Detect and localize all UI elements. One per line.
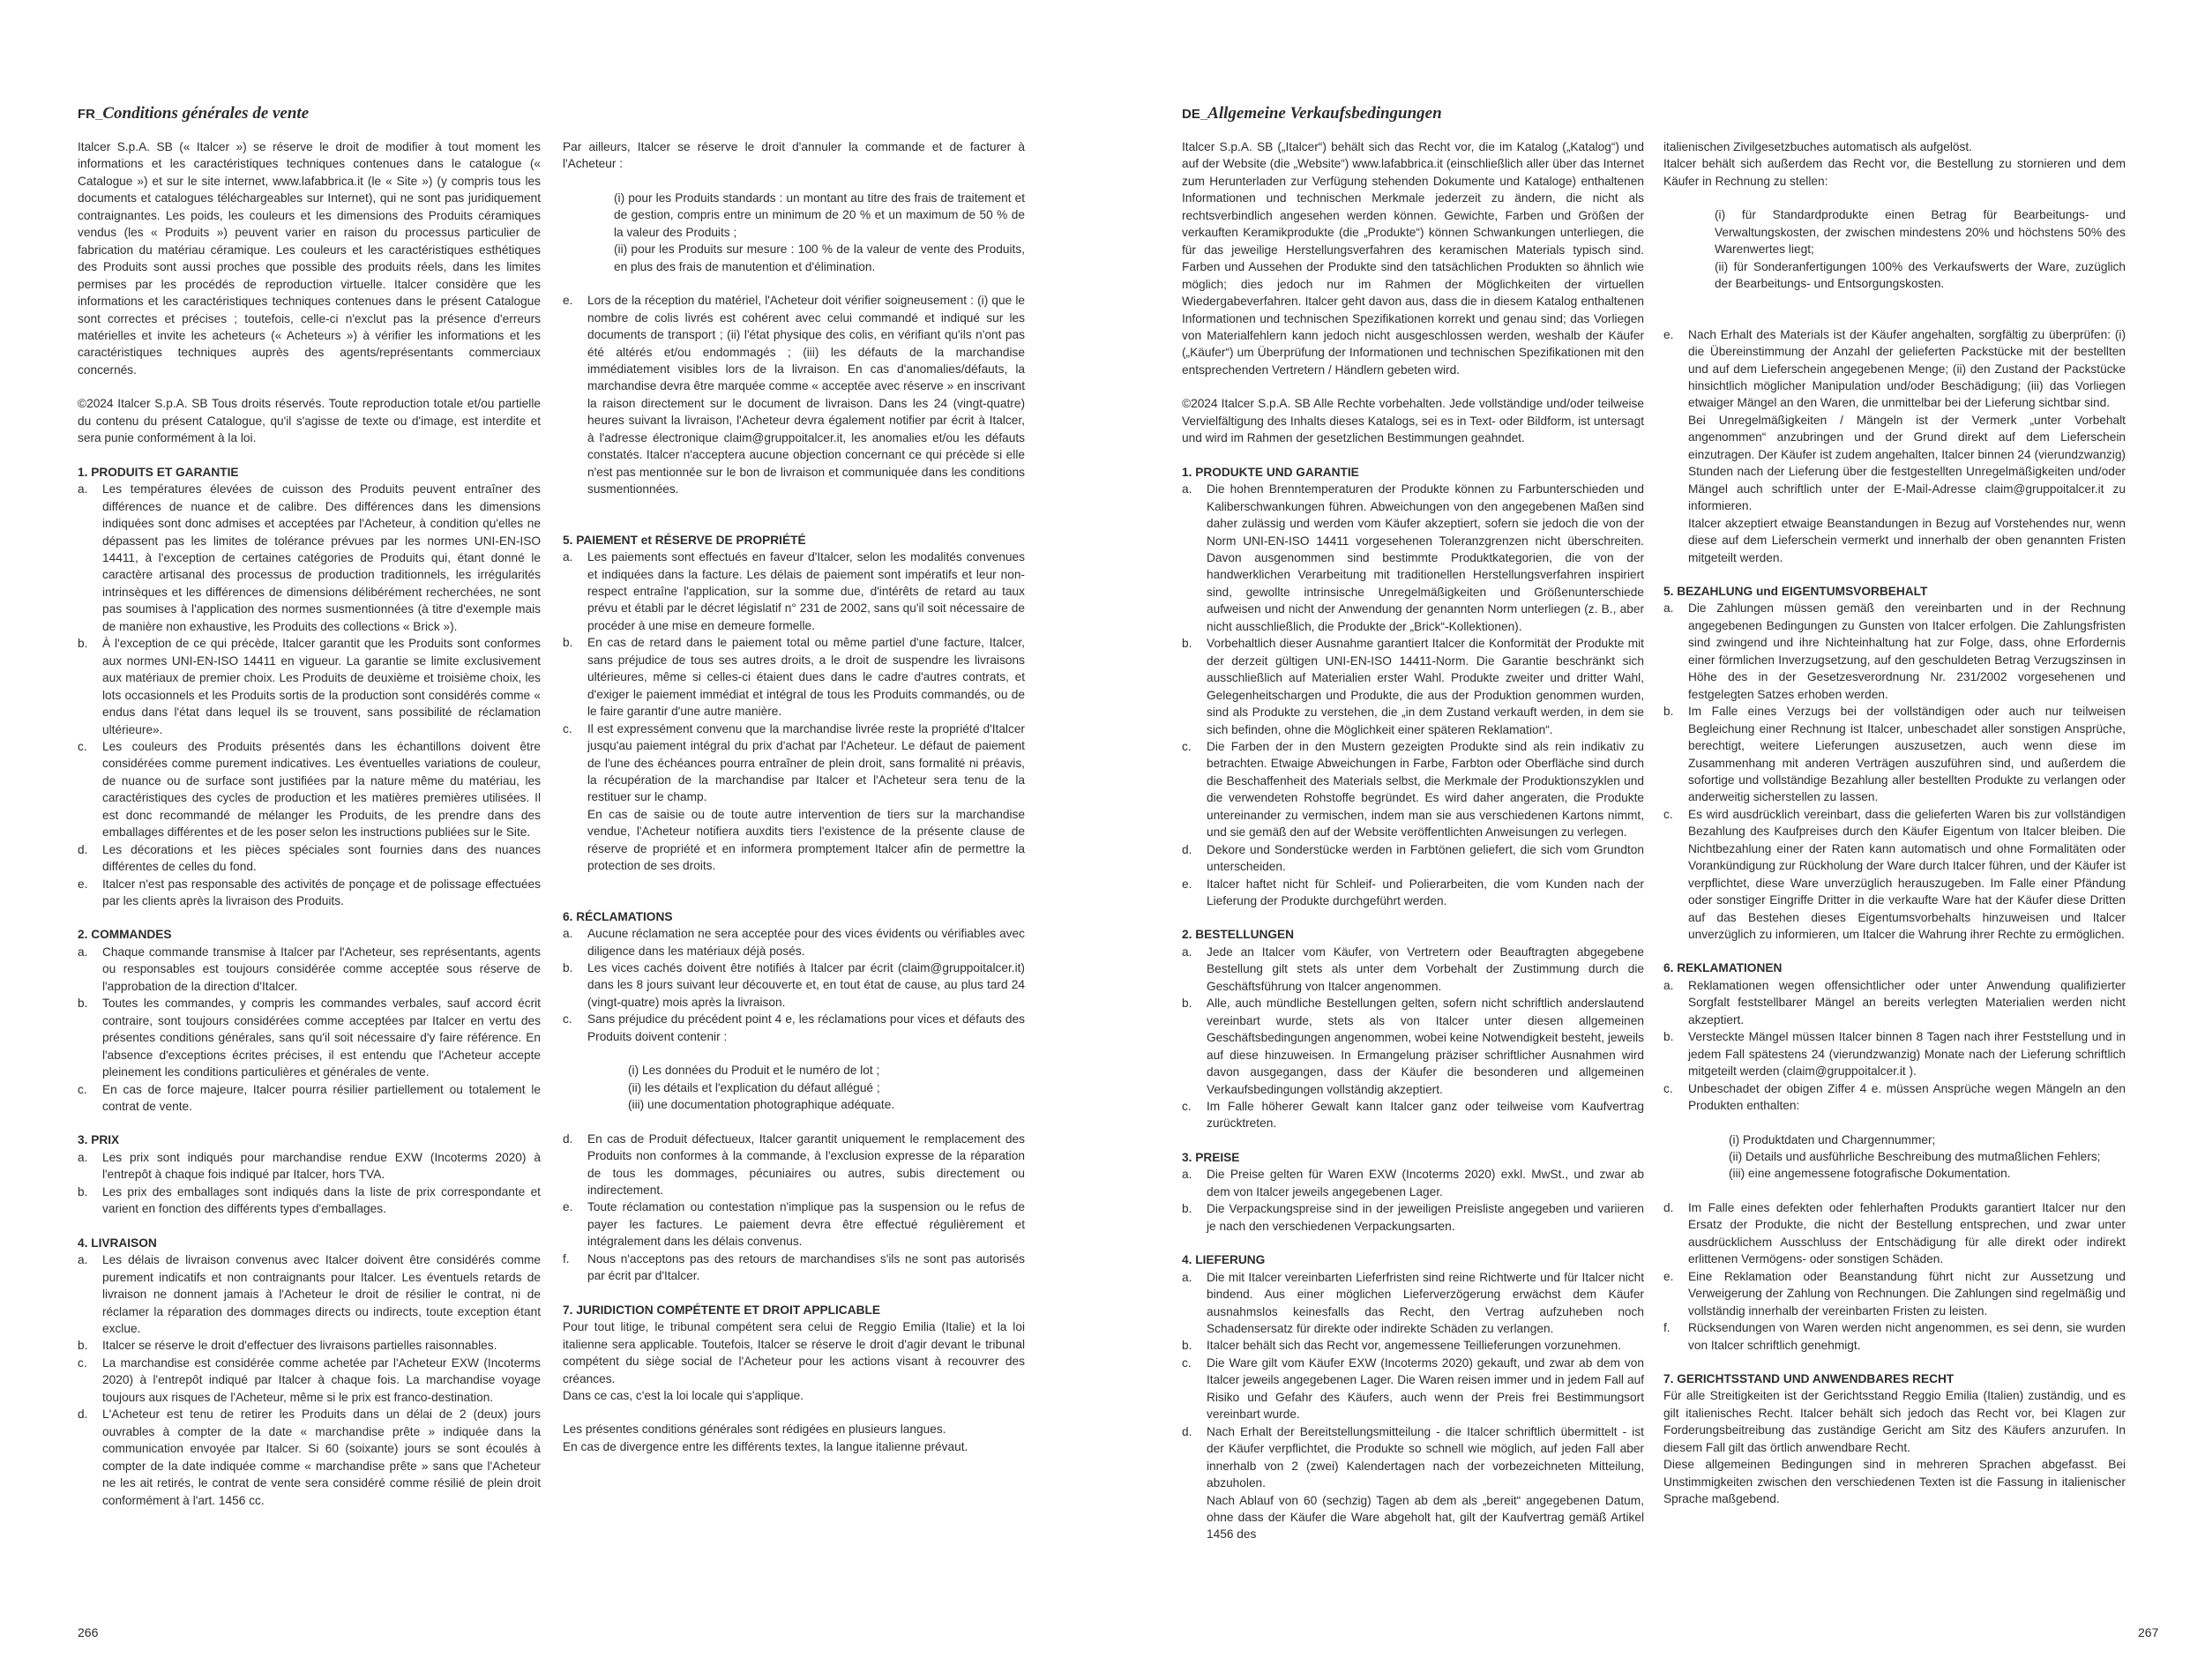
list-item <box>1182 1423 1644 1492</box>
list-item <box>78 1149 541 1183</box>
list-item <box>78 1337 541 1354</box>
de-title <box>1182 103 1442 125</box>
section-heading: 6. REKLAMATIONEN <box>1663 961 1783 975</box>
list-item <box>1663 1199 2126 1268</box>
section-heading: 5. BEZAHLUNG und EIGENTUMSVORBEHALT <box>1663 584 1928 598</box>
list-text: En cas de retard dans le paiement total ou même partiel d'une facture, Italcer, sans préjudice de tous ses autres droits, a le droit de suspendre les livraisons ultérieures, même si celles-ci étaient dues dans le cadre d'autres contrats, et d'exiger le paiement immédiat et intégral de tous les Produits commandés, ou de le faire garantir d'une autre manière. <box>587 636 1025 719</box>
list-item <box>78 944 541 995</box>
list-letter: b. <box>563 961 573 975</box>
fr-title-text: Conditions générales de vente <box>102 104 310 123</box>
list-text: Im Falle höherer Gewalt kann Italcer ganz oder teilweise vom Kaufvertrag zurücktreten. <box>1207 1100 1644 1131</box>
de-cont-ii: (ii) für Sonderanfertigungen 100% des Verkaufswerts der Ware, zuzüglich der Bearbeitungs- und Entsorgungskosten. <box>1715 259 2126 291</box>
list-item <box>563 1131 1025 1199</box>
section-heading: 1. PRODUITS ET GARANTIE <box>78 465 239 479</box>
list-letter: a. <box>78 1150 88 1164</box>
list-letter: a. <box>1663 601 1674 616</box>
list-item <box>563 1251 1025 1285</box>
de-sections <box>1182 464 1644 1543</box>
list-item <box>563 1011 1025 1045</box>
list-letter: c. <box>1182 1100 1192 1114</box>
list-letter: d. <box>1663 1200 1674 1214</box>
list-text: Les prix sont indiqués pour marchandise rendue EXW (Incoterms 2020) à l'entrepôt à chaque fois indiqué par Italcer, hors TVA. <box>102 1150 541 1182</box>
list-item <box>78 1251 541 1337</box>
list-text: Les couleurs des Produits présentés dans les échantillons doivent être considérées comme purement indicatives. Les éventuelles variations de couleur, de nuance ou de surface sont justifiées par la nature même du matériau, les caractéristiques des cycles de production et les matières premières utilisées. Il est donc recommandé de mélanger les Produits, de les prendre dans des emballages différentes et de les poser selon les instructions publiées sur le Site. <box>102 739 541 840</box>
section-heading: 6. RÉCLAMATIONS <box>563 909 673 923</box>
list-text: Les températures élevées de cuisson des Produits peuvent entraîner des différences de nuance et de calibre. Des différences dans les dimensions indiquées sont donc admises et acceptées par l'Acheteur, à condition qu'elles ne dépassent pas les limites de tolérance prévues par les normes UNI-EN-ISO 14411, à l'exception de certaines catégories de Produits qui, étant donné le caractère artisanal des processus de production traditionnels, les irrégularités intrinsèques et les différences de dimensions délibérément recherchées, ne sont pas soumises à l'application des normes susmentionnées (à titre d'exemple mais de manière non exhaustive, les Produits des collections « Brick »). <box>102 482 541 633</box>
page-left-fr <box>0 0 1102 1680</box>
list-letter: e. <box>1182 877 1192 891</box>
list-letter: e. <box>1663 327 1674 341</box>
section-heading: 3. PRIX <box>78 1133 120 1147</box>
list-text: Nach Ablauf von 60 (sechzig) Tagen ab dem als „bereit“ angegebenen Datum, ohne dass der Käufer die Ware abgeholt hat, gilt der Kaufvertrag gemäß Artikel 1456 des <box>1207 1493 1644 1542</box>
list-letter: c. <box>563 1012 572 1027</box>
list-text: Die Farben der in den Mustern gezeigten Produkte sind als rein indikativ zu betrachten. Etwaige Abweichungen in Farbe, Farbton oder Oberfläche sind durch die Beschaffenheit des Materials selbst, die Merkmale der Produktionszyklen und die verwendeten Rohstoffe begründet. Es wird daher angeraten, die Produkte untereinander zu vermischen, indem man sie aus verschiedenen Kartons nimmt, und sie gemäß den auf der Website veröffentlichten Anweisungen zu verlegen. <box>1207 739 1644 840</box>
de-intro: Italcer S.p.A. SB („Italcer“) behält sich das Recht vor, die im Katalog („Katalog“) und auf der Website (die „Website“) www.lafabbrica.it (einschließlich aller über das Internet zum Herunterladen zur Verfügung stehenden Dokumente und Kataloge) enthaltenen Informationen und technischen Merkmale jederzeit zu ändern, die nicht als rechtsverbindlich angesehen werden können. Gewichte, Farben und Größen der verkauften Keramikprodukte (die „Produkte“) können Schwankungen unterliegen, die für das jeweilige Herstellungsverfahren des keramischen Materials typisch sind. Farben und Aussehen der Produkte sind den tatsächlichen Produkten so ähnlich wie möglich; dies jedoch nur im Rahmen der Möglichkeiten der virtuellen Wiedergabeverfahren. Italcer geht davon aus, dass die in diesem Katalog enthaltenen Informationen und technischen Spezifikationen korrekt und genau sind; das Vorliegen von Materialfehlern kann jedoch nicht ausgeschlossen werden, weshalb der Käufer („Käufer“) um Überprüfung der Informationen und technischen Spezifikationen mit den entsprechenden Vertretern / Händlern gebeten wird. <box>1182 140 1644 377</box>
section-heading: 5. PAIEMENT et RÉSERVE DE PROPRIÉTÉ <box>563 533 806 547</box>
list-text: Alle, auch mündliche Bestellungen gelten, sofern nicht schriftlich anderslautend vereinbart wurde, stets als von Italcer unter diesen allgemeinen Geschäftsbedingungen angenommen, wobei keine Notwendigkeit besteht, jeweils auf diese hinzuweisen. In Ermangelung präziser schriftlicher Ausnahmen wird davon ausgegangen, dass der Käufer die besonderen und allgemeinen Verkaufsbedingungen vollständig akzeptiert. <box>1207 997 1644 1096</box>
list-item <box>563 925 1025 959</box>
list-text: Dekore und Sonderstücke werden in Farbtönen geliefert, die sich vom Grundton unterscheiden. <box>1207 842 1644 874</box>
list-text: Versteckte Mängel müssen Italcer binnen 8 Tagen nach ihrer Feststellung und in jedem Fall spätestens 24 (vierundzwanzig) Monate nach der Lieferung schriftlich mitgeteilt werden (claim@gruppoitalcer.it ). <box>1688 1030 2126 1079</box>
list-letter: f. <box>1663 1321 1671 1335</box>
list-text: Lors de la réception du matériel, l'Acheteur doit vérifier soigneusement : (i) que le nombre de colis livrés est cohérent avec celui commandé et indiqué sur les documents de transport ; (ii) l'état physique des colis, en vérifiant qu'ils n'ont pas été altérés et/ou endommagés ; (iii) les défauts de la marchandise immédiatement visibles lors de la livraison. En cas d'anomalies/défauts, la marchandise devra être marquée comme « acceptée avec réserve » en inscrivant la raison directement sur le document de livraison. Dans les 24 (vingt-quatre) heures suivant la livraison, l'Acheteur devra également notifier par écrit à Italcer, à l'adresse électronique claim@gruppoitalcer.it, les anomalies et/ou les défauts constatés. Italcer n'acceptera aucune objection concernant ce qui précède si elle n'est pas mentionnée sur le bon de livraison et communiquée dans les conditions susmentionnées. <box>587 294 1025 497</box>
list-letter: a. <box>1182 482 1192 497</box>
list-item <box>1182 1337 1644 1354</box>
list-text: Les vices cachés doivent être notifiés à Italcer par écrit (claim@gruppoitalcer.it) dans les 8 jours suivant leur découverte et, en tout état de cause, au plus tard 24 (vingt-quatre) mois après la livraison. <box>587 961 1025 1009</box>
de-section-7 <box>1663 1370 2126 1508</box>
section-block <box>78 1131 541 1217</box>
fr-copyright: ©2024 Italcer S.p.A. SB Tous droits réservés. Toute reproduction totale et/ou partielle du contenu du présent Catalogue, qu'il s'agisse de texte ou d'image, est interdite et sera punie conformément à la loi. <box>78 397 541 445</box>
section-heading: 2. BESTELLUNGEN <box>1182 928 1295 942</box>
list-item <box>1663 1080 2126 1115</box>
list-letter: c. <box>1663 807 1673 821</box>
list-letter: a. <box>563 927 573 941</box>
list-text: Die Zahlungen müssen gemäß den vereinbarten und in der Rechnung angegebenen Bedingungen zu Gunsten von Italcer erfolgen. Die Zahlungsfristen sind zwingend und ihre Nichteinhaltung hat zur Folge, dass, ohne Erfordernis einer förmlichen Inverzugsetzung, auf den geschuldeten Betrag Verzugszinsen in Höhe des in der Gesetzesverordnung Nr. 231/2002 vorgesehenen und festgelegten Satzes erhoben werden. <box>1688 601 2126 701</box>
fr-section-7 <box>563 1302 1025 1456</box>
de-4e-text-3: Italcer akzeptiert etwaige Beanstandungen in Bezug auf Vorstehendes nur, wenn diese auf dem Lieferschein vermerkt und innerhalb der oben genannten Fristen mitgeteilt werden. <box>1688 516 2126 564</box>
fr-closing-2: En cas de divergence entre les différents textes, la langue italienne prévaut. <box>563 1439 968 1453</box>
list-letter: a. <box>78 482 88 497</box>
list-text: En cas de saisie ou de toute autre intervention de tiers sur la marchandise vendue, l'Acheteur notifiera auxdits tiers l'existence de la présente clause de réserve de propriété et en informera promptement Italcer afin de permettre la protection de ses droits. <box>587 807 1025 873</box>
fr-cont-list <box>563 190 1025 275</box>
section-heading: 3. PREISE <box>1182 1150 1240 1164</box>
list-item <box>1663 1319 2126 1354</box>
list-text: La marchandise est considérée comme achetée par l'Acheteur EXW (Incoterms 2020) à l'entrepôt indiqué par Italcer à chaque fois. La marchandise voyage toujours aux risques de l'Acheteur, même si le prix est franco-destination. <box>102 1355 541 1404</box>
section-heading: 7. GERICHTSSTAND UND ANWENDBARES RECHT <box>1663 1372 1955 1385</box>
section-block <box>563 532 1025 875</box>
list-letter: d. <box>563 1131 573 1146</box>
sub-list-item: (i) Produktdaten und Chargennummer; <box>1729 1132 1936 1146</box>
section-block <box>1663 583 2126 944</box>
section-block <box>78 464 541 910</box>
list-letter: b. <box>78 637 88 651</box>
list-item <box>78 876 541 910</box>
list-item <box>1182 1200 1644 1235</box>
list-item <box>78 995 541 1080</box>
list-item <box>1663 1268 2126 1319</box>
list-text: Rücksendungen von Waren werden nicht angenommen, es sei denn, sie wurden von Italcer schriftlich genehmigt. <box>1688 1321 2126 1352</box>
list-item <box>1663 600 2126 703</box>
list-text: Vorbehaltlich dieser Ausnahme garantiert Italcer die Konformität der Produkte mit der derzeit gültigen UNI-EN-ISO 14411-Norm. Die Garantie beschränkt sich ausschließlich auf Materialien erster Wahl. Produkte zweiter und dritter Wahl, Gelegenheitschargen und Produkte, die aus der Produktion genommen wurden, sind als Produkte zu verstehen, die „in dem Zustand verkauft werden, in dem sie sich befinden, ohne die Möglichkeit einer späteren Reklamation“. <box>1207 637 1644 736</box>
list-item <box>1182 1492 1644 1543</box>
list-text: Die Verpackungspreise sind in der jeweiligen Preisliste angegeben und variieren je nach den verschiedenen Verpackungsarten. <box>1207 1202 1644 1233</box>
list-letter: d. <box>1182 842 1192 856</box>
list-letter: b. <box>1182 1339 1192 1353</box>
de-closing: Diese allgemeinen Bedingungen sind in mehreren Sprachen abgefasst. Bei Unstimmigkeiten zwischen den verschiedenen Texten ist die Fassung in italienischer Sprache maßgebend. <box>1663 1458 2126 1506</box>
list-letter: c. <box>78 1355 87 1370</box>
section-block <box>1182 926 1644 1131</box>
fr-sections <box>78 464 541 1509</box>
list-text: En cas de force majeure, Italcer pourra résilier partiellement ou totalement le contrat de vente. <box>102 1082 541 1114</box>
list-text: Es wird ausdrücklich vereinbart, dass die gelieferten Waren bis zur vollständigen Bezahlung des Kaufpreises durch den Käufer Eigentum von Italcer bleiben. Die Nichtbezahlung einer der Raten kann automatisch und ohne Formalitäten oder Vorankündigung zur Rückholung der Ware durch Italcer führen, und der Käufer ist verpflichtet, diese Ware unverzüglich herauszugeben. Im Falle einer Pfändung oder sonstiger Eingriffe Dritter in die verkaufte Ware hat der Käufer diese Dritten auf das Bestehen dieses Eigentumsvorbehalts hinzuweisen und Italcer unverzüglich zu informieren, um Italcer die Wahrung ihrer Rechte zu ermöglichen. <box>1688 807 2126 942</box>
list-item <box>1182 1166 1644 1200</box>
de-cont-i: (i) für Standardprodukte einen Betrag für Bearbeitungs- und Verwaltungskosten, der zwischen mindestens 20% und höchstens 50% des Warenwertes liegt; <box>1715 208 2126 257</box>
section-block <box>78 1235 541 1509</box>
list-letter <box>563 806 587 875</box>
fr-sec7-text2: Dans ce cas, c'est la loi locale qui s'applique. <box>563 1389 804 1402</box>
list-letter: c. <box>1182 739 1192 753</box>
list-letter: d. <box>1182 1424 1192 1438</box>
fr-cont-ii: (ii) pour les Produits sur mesure : 100 % de la valeur de vente des Produits, en plus des frais de manutention et d'élimination. <box>614 243 1025 273</box>
list-text: Die Preise gelten für Waren EXW (Incoterms 2020) exkl. MwSt., und zwar ab dem von Italcer jeweils angegebenen Lager. <box>1207 1168 1644 1198</box>
section-heading: 4. LIEFERUNG <box>1182 1253 1266 1267</box>
page-number-left: 266 <box>78 1625 99 1639</box>
sub-list-item: (ii) Details und ausführliche Beschreibung des mutmaßlichen Fehlers; <box>1729 1150 2101 1164</box>
section-block <box>1182 1251 1644 1543</box>
list-text: Reklamationen wegen offensichtlicher oder unter Anwendung qualifizierter Sorgfalt feststellbarer Mängel an bereits verlegten Materialien werden nicht akzeptiert. <box>1688 978 2126 1027</box>
list-text: Italcer se réserve le droit d'effectuer des livraisons partielles raisonnables. <box>102 1339 497 1353</box>
list-text: Die mit Italcer vereinbarten Lieferfristen sind reine Richtwerte und für Italcer nicht bindend. Aus einer möglichen Lieferverzögerung erwächst dem Käufer ausnahmslos keinesfalls das Recht, den Vertrag aufzuheben noch Schadensersatz für direkte oder indirekte Schäden zu verlangen. <box>1207 1270 1644 1335</box>
fr-column-2 <box>563 138 1025 1455</box>
section-block <box>1182 464 1644 910</box>
list-text: L'Acheteur est tenu de retirer les Produits dans un délai de 2 (deux) jours ouvrables à compter de la date « marchandise prête » indiquée dans la communication envoyée par Italcer. Si 60 (soixante) jours se sont écoulés à compter de la date indiquée comme « marchandise prête » sans que l'Acheteur ne les ait retirés, le contrat de vente sera considéré comme résilié de plein droit conformément à l'art. 1456 cc. <box>102 1407 541 1507</box>
list-item <box>563 959 1025 1011</box>
list-text <box>1688 326 2126 566</box>
de-title-text: Allgemeine Verkaufsbedingungen <box>1207 104 1442 123</box>
list-text: Sans préjudice du précédent point 4 e, les réclamations pour vices et défauts des Produits doivent contenir : <box>587 1012 1025 1043</box>
list-item <box>1182 635 1644 738</box>
list-letter: b. <box>78 1184 88 1198</box>
list-text: Die hohen Brenntemperaturen der Produkte können zu Farbunterschieden und Kaliberschwankungen führen. Abweichungen von den angegebenen Maßen sind daher zulässig und werden vom Käufer akzeptiert, sofern sie jedoch die von der Norm UNI-EN-ISO 14411 vorgesehenen Toleranzgrenzen nicht überschreiten. Davon ausgenommen sind bestimmte Produktkategorien, die von der handwerklichen Verarbeitung mit traditionellen Herstellungsverfahren inspiriert sind, gewollte intrinsische Unregelmäßigkeiten und Größenunterschiede aufweisen und nicht der Anwendung der genannten Norm unterliegen (z. B., aber nicht ausschließlich, die Produkte der „Brick“-Kollektionen). <box>1207 482 1644 633</box>
list-text: En cas de Produit défectueux, Italcer garantit uniquement le remplacement des Produits non conformes à la commande, à l'exclusion expresse de la réparation de tous les dommages, pécuniaires ou autres, subis directement ou indirectement. <box>587 1131 1025 1198</box>
list-letter: b. <box>1182 997 1192 1011</box>
list-letter: f. <box>563 1251 570 1266</box>
de-cont-list <box>1663 206 2126 292</box>
de-copyright: ©2024 Italcer S.p.A. SB Alle Rechte vorbehalten. Jede vollständige und/oder teilweise Vervielfältigung des Inhalts dieses Katalogs, sei es in Text- oder Bildform, ist untersagt und wird im Rahmen der gesetzlichen Bestimmungen geahndet. <box>1182 397 1644 445</box>
list-letter: c. <box>78 739 87 753</box>
list-letter: e. <box>563 1200 573 1214</box>
sub-list-item: (ii) les détails et l'explication du défaut allégué ; <box>628 1080 880 1094</box>
sub-list-item: (i) Les données du Produit et le numéro de lot ; <box>628 1064 880 1078</box>
list-letter: b. <box>1182 637 1192 651</box>
de-column-2 <box>1663 138 2126 1508</box>
list-text: Les décorations et les pièces spéciales sont fournies dans des nuances différentes de celles du fond. <box>102 842 541 874</box>
list-item <box>1663 806 2126 944</box>
list-letter: c. <box>1182 1355 1192 1370</box>
list-item <box>563 634 1025 720</box>
fr-item-4e <box>563 292 1025 497</box>
de-4e-text-2: Bei Unregelmäßigkeiten / Mängeln ist der Vermerk „unter Vorbehalt angenommen“ anzubringen und der Grund direkt auf dem Lieferschein einzutragen. Der Käufer ist zudem angehalten, Italcer binnen 24 (vierundzwanzig) Stunden nach der Lieferung über die festgestellten Unregelmäßigkeiten und/oder Mängel auch schriftlich unter der E-Mail-Adresse claim@gruppoitalcer.it zu informieren. <box>1688 413 2126 513</box>
list-text: Il est expressément convenu que la marchandise livrée reste la propriété d'Italcer jusqu'au paiement intégral du prix d'achat par l'Acheteur. Le défaut de paiement de l'une des échéances pourra entraîner de plein droit, sans formalité ni préavis, la récupération de la marchandise par Italcer et l'Acheteur sera tenu de la restituer sur le champ. <box>587 721 1025 804</box>
list-text: Die Ware gilt vom Käufer EXW (Incoterms 2020) gekauft, und zwar ab dem von Italcer jeweils angegebenen Lager. Die Waren reisen immer und in jedem Fall auf Risiko und Gefahr des Käufers, auch wenn der Preis frei Bestimmungsort vereinbart wurde. <box>1207 1355 1644 1422</box>
list-text: Aucune réclamation ne sera acceptée pour des vices évidents ou vérifiables avec diligence dans les matériaux déjà posés. <box>587 927 1025 958</box>
list-text: Italcer behält sich das Recht vor, angemessene Teillieferungen vorzunehmen. <box>1207 1339 1621 1353</box>
list-letter: a. <box>1663 978 1674 992</box>
list-text: Les paiements sont effectués en faveur d'Italcer, selon les modalités convenues et indiquées dans la facture. Les délais de paiement sont impératifs et leur non-respect entraîne l'application, sur la somme due, d'intérêts de retard au taux prévu et établi par le décret législatif n° 231 de 2002, sans qu'il soit nécessaire de procéder à une mise en demeure formelle. <box>587 550 1025 632</box>
page-right-de <box>1102 0 2205 1680</box>
list-item <box>1182 995 1644 1098</box>
fr-cont-i: (i) pour les Produits standards : un montant au titre des frais de traitement et de gestion, compris entre un minimum de 20 % et un maximum de 50 % de la valeur des Produits ; <box>614 190 1025 239</box>
list-letter: c. <box>563 721 572 735</box>
list-item <box>78 481 541 635</box>
list-item <box>1663 703 2126 806</box>
list-letter: b. <box>1182 1202 1192 1216</box>
de-cont-1: italienischen Zivilgesetzbuches automatisch als aufgelöst. <box>1663 140 1972 153</box>
list-letter: d. <box>78 1407 88 1422</box>
sub-list <box>1663 1131 2126 1183</box>
list-text: Toutes les commandes, y compris les commandes verbales, sauf accord écrit contraire, sont toujours considérées comme acceptées par Italcer en vertu des présentes conditions générales, sans qu'il soit nécessaire d'y faire référence. En l'absence d'exceptions écrites précises, il est entendu que l'Acheteur accepte pleinement les conditions particulières et générales de vente. <box>102 997 541 1079</box>
section-block <box>1663 959 2126 1354</box>
section-heading: 4. LIVRAISON <box>78 1236 157 1250</box>
list-text: Les délais de livraison convenus avec Italcer doivent être considérés comme purement indicatifs et non contraignants pour Italcer. Les éventuels retards de livraison ne donnent jamais à l'Acheteur le droit de résilier le contrat, ni de réclamer la réparation des dommages directs ou indirects, toute exception étant exclue. <box>102 1253 541 1335</box>
fr-column-1 <box>78 138 541 1509</box>
list-letter: e. <box>1663 1269 1674 1283</box>
list-letter: a. <box>563 550 573 564</box>
list-item <box>1182 876 1644 910</box>
list-item <box>78 841 541 876</box>
list-item <box>1182 738 1644 841</box>
section-heading: 7. JURIDICTION COMPÉTENTE ET DROIT APPLICABLE <box>563 1303 880 1317</box>
list-letter <box>1182 1492 1207 1543</box>
list-text: Italcer haftet nicht für Schleif- und Polierarbeiten, die vom Kunden nach der Lieferung der Produkte durchgeführt werden. <box>1207 877 1644 908</box>
list-letter: c. <box>78 1082 87 1096</box>
de-section-5 <box>1663 583 2126 944</box>
list-item <box>1182 1355 1644 1423</box>
list-text: Les prix des emballages sont indiqués dans la liste de prix correspondante et varient en fonction des différents types d'emballages. <box>102 1184 541 1216</box>
fr-intro: Italcer S.p.A. SB (« Italcer ») se réserve le droit de modifier à tout moment les informations et les caractéristiques techniques contenues dans le catalogue (« Catalogue ») et sur le site internet, www.lafabbrica.it (le « Site ») (y compris tous les documents et catalogues téléchargeables sur Internet), qui ne sont pas juridiquement contraignantes. Les poids, les couleurs et les dimensions des Produits céramiques vendus (les « Produits ») peuvent varier en raison du processus particulier de fabrication du matériau céramique. Les couleurs et les caractéristiques esthétiques des Produits sont aussi proches que possible des produits réels, dans les limites permises par les procédés de reproduction virtuelle. Italcer considère que les informations et les caractéristiques techniques contenues dans le présent Catalogue sont correctes et précises ; toutefois, celle-ci n'exclut pas la présence d'erreurs matérielles et invite les acheteurs (« Acheteurs ») à vérifier les informations et les caractéristiques techniques auprès des agents/représentants commerciaux concernés. <box>78 140 541 377</box>
de-sec7-text: Für alle Streitigkeiten ist der Gerichtsstand Reggio Emilia (Italien) zuständig, und es gilt italienisches Recht. Italcer behält sich jedoch das Recht vor, bei Klagen zur Forderungsbeitreibung das zuständige Gericht am Sitz des Käufers anzurufen. In diesem Fall gilt das örtlich anwendbare Recht. <box>1663 1389 2126 1454</box>
list-item <box>78 738 541 841</box>
fr-cont-intro: Par ailleurs, Italcer se réserve le droit d'annuler la commande et de facturer à l'Acheteur : <box>563 140 1025 171</box>
list-text: Toute réclamation ou contestation n'implique pas la suspension ou le refus de payer les factures. Le paiement devra être effectué régulièrement et intégralement dans les délais convenus. <box>587 1200 1025 1249</box>
list-letter: b. <box>78 997 88 1011</box>
list-letter: e. <box>563 294 573 308</box>
section-block <box>78 926 541 1115</box>
de-section-6 <box>1663 959 2126 1354</box>
sub-list-item: (iii) une documentation photographique adéquate. <box>628 1098 895 1112</box>
fr-closing-1: Les présentes conditions générales sont rédigées en plusieurs langues. <box>563 1422 946 1437</box>
list-text: Nous n'acceptons pas des retours de marchandises s'ils ne sont pas autorisés par écrit par d'Italcer. <box>587 1251 1025 1283</box>
de-column-1 <box>1182 138 1644 1543</box>
fr-title <box>78 103 309 125</box>
sub-list <box>563 1062 1025 1113</box>
list-item <box>78 1183 541 1218</box>
list-letter: c. <box>1663 1081 1673 1095</box>
list-item <box>1663 977 2126 1028</box>
list-text: Jede an Italcer vom Käufer, von Vertretern oder Beauftragten abgegebene Bestellung gilt stets als unter dem Vorbehalt der Zustimmung durch die Geschäftsführung von Italcer angenommen. <box>1207 945 1644 993</box>
list-item <box>78 1081 541 1116</box>
fr-section-5 <box>563 532 1025 875</box>
section-block <box>563 908 1025 1285</box>
list-letter: b. <box>563 636 573 650</box>
section-block <box>1182 1149 1644 1235</box>
list-letter: b. <box>1663 705 1674 719</box>
list-text: Im Falle eines defekten oder fehlerhaften Produkts garantiert Italcer nur den Ersatz der Produkte, die nicht der Bestellung entsprechen, und zwar unter ausdrücklichem Ausschluss der Entschädigung für alle direkt oder indirekt erlittenen Vermögens- oder sonstigen Schäden. <box>1688 1200 2126 1266</box>
list-item <box>1182 944 1644 995</box>
list-item <box>563 1198 1025 1250</box>
list-letter: d. <box>78 842 88 856</box>
fr-sec7-text: Pour tout litige, le tribunal compétent sera celui de Reggio Emilia (Italie) et la loi italienne sera applicable. Toutefois, Italcer se réserve le droit d'agir devant le tribunal compétent du siège social de l'Acheteur pour les actions visant à recouvrer des créances. <box>563 1320 1025 1385</box>
list-letter: e. <box>78 877 88 891</box>
list-letter: b. <box>1663 1030 1674 1044</box>
fr-section-6 <box>563 908 1025 1285</box>
page-number-right: 267 <box>2138 1625 2159 1639</box>
list-letter: a. <box>1182 945 1192 959</box>
list-item <box>1182 1098 1644 1132</box>
de-item-4e <box>1663 326 2126 566</box>
fr-title-prefix: FR_ <box>78 107 103 122</box>
de-4e-text: Nach Erhalt des Materials ist der Käufer angehalten, sorgfältig zu überprüfen: (i) die Übereinstimmung der Anzahl der gelieferten Packstücke mit der bestellten und auf dem Lieferschein angegebenen Menge; (ii) den Zustand der Packstücke hinsichtlich möglicher Manipulation und/oder Beschädigung; (iii) das Vorliegen etwaiger Mängel an den Waren, die unmittelbar bei der Lieferung sichtbar sind. <box>1688 327 2126 410</box>
list-item <box>563 721 1025 806</box>
list-item <box>1182 841 1644 876</box>
list-item <box>563 806 1025 875</box>
de-title-prefix: DE_ <box>1182 107 1208 122</box>
list-letter: b. <box>78 1339 88 1353</box>
list-text: Nach Erhalt der Bereitstellungsmitteilung - die Italcer schriftlich übermittelt - ist der Käufer verpflichtet, die Produkte so schnell wie möglich, auf jeden Fall aber innerhalb von 2 (zwei) Kalendertagen nach der vorbezeichneten Mitteilung, abzuholen. <box>1207 1424 1644 1490</box>
list-item <box>1182 481 1644 635</box>
list-text: Unbeschadet der obigen Ziffer 4 e. müssen Ansprüche wegen Mängeln an den Produkten enthalten: <box>1688 1081 2126 1113</box>
section-heading: 2. COMMANDES <box>78 928 172 942</box>
list-text: Chaque commande transmise à Italcer par l'Acheteur, ses représentants, agents ou responsables est toujours considérée comme acceptée sous réserve de l'approbation de la direction d'Italcer. <box>102 945 541 993</box>
list-text: Eine Reklamation oder Beanstandung führt nicht zur Aussetzung und Verweigerung der Zahlung von Rechnungen. Die Zahlungen sind regelmäßig und vollständig innerhalb der vereinbarten Fristen zu leisten. <box>1688 1269 2126 1318</box>
list-item <box>78 1406 541 1509</box>
list-item <box>78 1355 541 1406</box>
de-cont-2: Italcer behält sich außerdem das Recht vor, die Bestellung zu stornieren und dem Käufer in Rechnung zu stellen: <box>1663 157 2126 188</box>
list-text: Im Falle eines Verzugs bei der vollständigen oder auch nur teilweisen Begleichung einer Rechnung ist Italcer, unbeschadet aller sonstigen Ansprüche, berechtigt, weitere Lieferungen auszusetzen, auch wenn diese im Zusammenhang mit anderen Verträgen auszuführen sind, und außerdem die sofortige und vollständige Bezahlung aller bestellten Produkte zu verlangen oder anderweitig sicherstellen zu lassen. <box>1688 705 2126 804</box>
list-item <box>563 549 1025 634</box>
list-letter: a. <box>1182 1168 1192 1182</box>
list-item <box>1663 1028 2126 1079</box>
list-item <box>1182 1269 1644 1338</box>
section-heading: 1. PRODUKTE UND GARANTIE <box>1182 465 1359 479</box>
list-letter: a. <box>1182 1270 1192 1284</box>
list-item <box>78 635 541 738</box>
list-letter: a. <box>78 1253 88 1267</box>
sub-list-item: (iii) eine angemessene fotografische Dokumentation. <box>1729 1167 2011 1181</box>
list-text: Italcer n'est pas responsable des activités de ponçage et de polissage effectuées par les clients après la livraison des Produits. <box>102 877 541 908</box>
list-letter: a. <box>78 945 88 959</box>
list-text: À l'exception de ce qui précède, Italcer garantit que les Produits sont conformes aux normes UNI-EN-ISO 14411 en vigueur. La garantie se limite exclusivement aux matériaux de premier choix. Les Produits de deuxième et troisième choix, les lots occasionnels et les Produits sortis de la production sont considérés comme « endus dans l'état dans lequel ils se trouvent, sans possibilité de réclamation ultérieure». <box>102 637 541 736</box>
